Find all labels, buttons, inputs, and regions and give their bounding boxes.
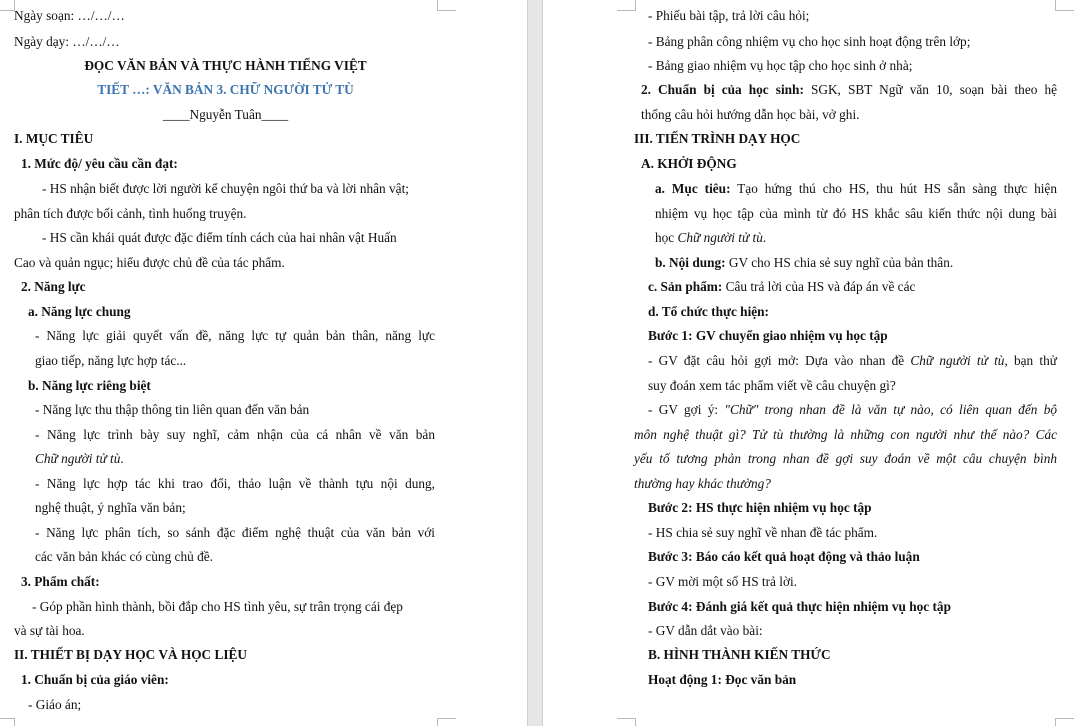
subsection-heading: 1. Mức độ/ yêu cầu cần đạt:	[21, 156, 178, 171]
subsection-heading: 3. Phẩm chất:	[21, 574, 100, 589]
section-heading-procedure: III. TIẾN TRÌNH DẠY HỌC	[634, 131, 801, 146]
margin-corner-mark	[0, 718, 15, 726]
paragraph-line: thống câu hỏi hướng dẫn học bài, vở ghi.	[641, 107, 860, 122]
list-item: - Năng lực trình bày suy nghĩ, cảm nhận của cá nhân về văn bản	[35, 427, 435, 442]
margin-corner-mark	[437, 0, 456, 11]
date-prepared: Ngày soạn: …/…/…	[14, 8, 125, 23]
list-item-continuation: nghệ thuật, ý nghĩa văn bản;	[35, 500, 186, 515]
step-heading: Bước 4: Đánh giá kết quả thực hiện nhiệm vụ học tập	[648, 599, 951, 614]
paragraph-line: giao tiếp, năng lực hợp tác...	[35, 353, 187, 368]
subsection-heading: 1. Chuẩn bị của giáo viên:	[21, 672, 169, 687]
paragraph-line: yếu tố tương phản trong nhan đề gợi suy đoán về một câu chuyện bình	[634, 451, 1057, 466]
list-item: - Bảng phân công nhiệm vụ cho học sinh hoạt động trên lớp;	[648, 34, 971, 49]
margin-corner-mark	[617, 0, 636, 11]
step-heading: Bước 2: HS thực hiện nhiệm vụ học tập	[648, 500, 872, 515]
paragraph-line: học Chữ người tử tù.	[655, 230, 767, 245]
paragraph-line: - HS chia sẻ suy nghĩ về nhan đề tác phẩm.	[648, 525, 878, 540]
step-heading: Bước 3: Báo cáo kết quả hoạt động và thảo luận	[648, 549, 920, 564]
margin-corner-mark	[1055, 0, 1074, 11]
section-heading-objectives: I. MỤC TIÊU	[14, 131, 94, 146]
margin-corner-mark	[0, 0, 15, 11]
margin-corner-mark	[617, 718, 636, 726]
subsection-heading: b. Năng lực riêng biệt	[28, 378, 151, 393]
paragraph-line: c. Sản phẩm: Câu trả lời của HS và đáp án về các	[648, 279, 916, 294]
section-heading-equipment: II. THIẾT BỊ DẠY HỌC VÀ HỌC LIỆU	[14, 647, 248, 662]
step-heading: Bước 1: GV chuyển giao nhiệm vụ học tập	[648, 328, 888, 343]
subsection-heading: A. KHỞI ĐỘNG	[641, 156, 737, 171]
list-item: - Năng lực hợp tác khi trao đổi, thảo luận về thành tựu nội dung,	[35, 476, 435, 491]
paragraph-line: 2. Chuẩn bị của học sinh: SGK, SBT Ngữ văn 10, soạn bài theo hệ	[641, 82, 1057, 97]
inline-label: 2. Chuẩn bị của học sinh:	[641, 82, 804, 97]
activity-heading: Hoạt động 1: Đọc văn bản	[648, 672, 797, 687]
date-taught: Ngày dạy: …/…/…	[14, 34, 120, 49]
margin-corner-mark	[437, 718, 456, 726]
work-title-italic: Chữ người tử tù	[35, 451, 121, 466]
paragraph-line: - HS cần khái quát được đặc điểm tính cách của hai nhân vật Huấn	[42, 230, 397, 245]
paragraph-line: thường hay khác thường?	[634, 476, 771, 491]
paragraph-line: - GV dẫn dắt vào bài:	[648, 623, 763, 638]
paragraph-line: - GV mời một số HS trả lời.	[648, 574, 798, 589]
list-item: - Năng lực thu thập thông tin liên quan đến văn bản	[35, 402, 310, 417]
page-separator	[527, 0, 543, 726]
paragraph-line: Cao và quản ngục; hiểu được chủ đề của tác phẩm.	[14, 255, 285, 270]
document-page-right	[543, 0, 1082, 726]
inline-label: b. Nội dung:	[655, 255, 726, 270]
list-item: - Phiếu bài tập, trả lời câu hỏi;	[648, 8, 810, 23]
list-item: - Năng lực phân tích, so sánh đặc điểm nghệ thuật của văn bản với	[35, 525, 435, 540]
section-heading-knowledge: B. HÌNH THÀNH KIẾN THỨC	[648, 647, 831, 662]
paragraph-line: b. Nội dung: GV cho HS chia sẻ suy nghĩ của bản thân.	[655, 255, 954, 270]
inline-label: a. Mục tiêu:	[655, 181, 731, 196]
inline-label: c. Sản phẩm:	[648, 279, 723, 294]
paragraph-line: môn nghệ thuật gì? Tử tù thường là những con người như thế nào? Các	[634, 427, 1057, 442]
paragraph-line: - Góp phần hình thành, bồi đắp cho HS tình yêu, sự trân trọng cái đẹp	[32, 599, 403, 614]
paragraph-line: nhiệm vụ học tập của mình từ đó HS khắc sâu kiến thức nội dung bài	[655, 206, 1057, 221]
subsection-heading: a. Năng lực chung	[28, 304, 131, 319]
margin-corner-mark	[1055, 718, 1074, 726]
list-item: - Giáo án;	[28, 697, 82, 712]
paragraph-line: suy đoán xem tác phẩm viết về câu chuyện gì?	[648, 378, 896, 393]
paragraph-line: a. Mục tiêu: Tạo hứng thú cho HS, thu hút HS sẵn sàng thực hiện	[655, 181, 1057, 196]
subsection-heading: 2. Năng lực	[21, 279, 86, 294]
list-item-continuation: các văn bản khác có cùng chủ đề.	[35, 549, 213, 564]
work-title-italic: Chữ người tử tù	[910, 353, 1005, 368]
document-page-left	[0, 0, 527, 726]
paragraph-line: - Năng lực giải quyết vấn đề, năng lực tự quản bản thân, năng lực	[35, 328, 435, 343]
document-title: ĐỌC VĂN BẢN VÀ THỰC HÀNH TIẾNG VIỆT	[84, 58, 367, 73]
list-item-continuation: Chữ người tử tù.	[35, 451, 124, 466]
author-name: ____Nguyễn Tuân____	[162, 107, 289, 122]
subsection-heading: d. Tổ chức thực hiện:	[648, 304, 769, 319]
work-title-italic: Chữ người tử tù	[677, 230, 763, 245]
paragraph-line: - GV gợi ý: "Chữ" trong nhan đề là văn tự nào, có liên quan đến bộ	[648, 402, 1057, 417]
paragraph-line: - HS nhận biết được lời người kể chuyện ngôi thứ ba và lời nhân vật;	[42, 181, 409, 196]
paragraph-line: và sự tài hoa.	[14, 623, 85, 638]
paragraph-line: phân tích được bối cảnh, tình huống truyện.	[14, 206, 247, 221]
lesson-subtitle: TIẾT …: VĂN BẢN 3. CHỮ NGƯỜI TỬ TÙ	[97, 82, 354, 97]
paragraph-line: - GV đặt câu hỏi gợi mở: Dựa vào nhan đề Chữ người tử tù, bạn thử	[648, 353, 1057, 368]
list-item: - Bảng giao nhiệm vụ học tập cho học sinh ở nhà;	[648, 58, 913, 73]
